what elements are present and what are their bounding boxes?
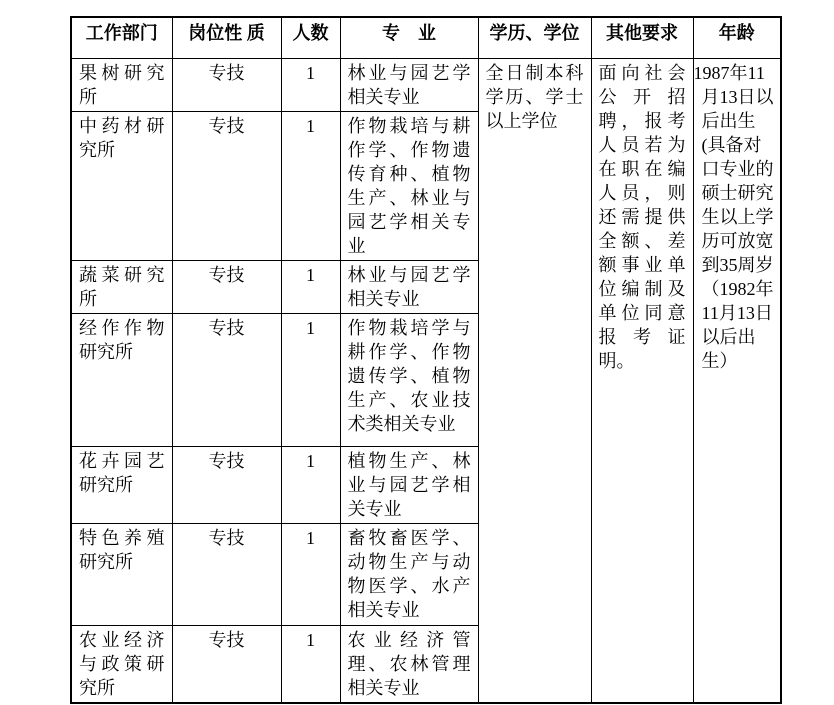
cell-major: 畜牧畜医学、动物生产与动物医学、水产相关专业 (340, 523, 478, 625)
cell-position-type: 专技 (172, 260, 281, 313)
cell-position-type: 专技 (172, 625, 281, 703)
cell-major: 作物栽培与耕作学、作物遗传育种、植物生产、林业与园艺学相关专业 (340, 111, 478, 260)
cell-department: 蔬菜研究所 (71, 260, 172, 313)
cell-headcount: 1 (281, 313, 340, 446)
header-other-requirements: 其他要求 (591, 17, 693, 58)
header-headcount: 人数 (281, 17, 340, 58)
header-position-type: 岗位性 质 (172, 17, 281, 58)
cell-major: 农业经济管理、农林管理相关专业 (340, 625, 478, 703)
cell-age: 1987年11月13日以后出生(具备对口专业的硕士研究生以上学历可放宽到35周岁（1982年11月13日以后出生） (693, 58, 781, 703)
cell-headcount: 1 (281, 625, 340, 703)
cell-other-requirements: 面向社会公开招聘，报考人员若为在职在编人员，则还需提供全额、差额事业单位编制及单位同意报考证明。 (591, 58, 693, 703)
cell-department: 农业经济与政策研究所 (71, 625, 172, 703)
cell-department: 中药材研究所 (71, 111, 172, 260)
cell-major: 林业与园艺学相关专业 (340, 58, 478, 111)
cell-department: 果树研究所 (71, 58, 172, 111)
recruitment-table (70, 16, 782, 704)
cell-headcount: 1 (281, 523, 340, 625)
header-education-degree: 学历、学位 (478, 17, 591, 58)
cell-department: 特色养殖研究所 (71, 523, 172, 625)
cell-position-type: 专技 (172, 111, 281, 260)
cell-major: 林业与园艺学相关专业 (340, 260, 478, 313)
cell-major: 植物生产、林业与园艺学相关专业 (340, 446, 478, 523)
header-work-department: 工作部门 (71, 17, 172, 58)
cell-headcount: 1 (281, 446, 340, 523)
cell-major: 作物栽培学与耕作学、作物遗传学、植物生产、农业技术类相关专业 (340, 313, 478, 446)
cell-position-type: 专技 (172, 313, 281, 446)
header-age: 年龄 (693, 17, 781, 58)
cell-education-degree: 全日制本科学历、学士以上学位 (478, 58, 591, 703)
table-row (71, 58, 781, 111)
cell-headcount: 1 (281, 111, 340, 260)
cell-department: 花卉园艺研究所 (71, 446, 172, 523)
cell-position-type: 专技 (172, 446, 281, 523)
cell-headcount: 1 (281, 260, 340, 313)
header-major: 专 业 (340, 17, 478, 58)
cell-position-type: 专技 (172, 523, 281, 625)
header-row (71, 17, 781, 58)
cell-department: 经作作物研究所 (71, 313, 172, 446)
cell-headcount: 1 (281, 58, 340, 111)
cell-position-type: 专技 (172, 58, 281, 111)
